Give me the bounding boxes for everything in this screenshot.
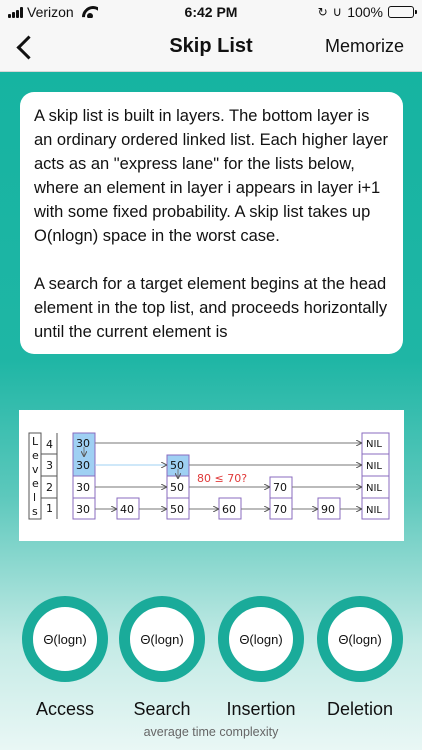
- comparison-annotation: 80 ≤ 70?: [197, 472, 248, 485]
- level-number: 3: [46, 459, 53, 472]
- levels-letter: v: [32, 463, 39, 476]
- nil-label: NIL: [366, 483, 383, 494]
- level-number: 4: [46, 438, 53, 451]
- status-time: 6:42 PM: [184, 4, 238, 20]
- complexity-ring[interactable]: [119, 596, 205, 682]
- status-bar: [0, 0, 422, 24]
- node-value: 30: [76, 481, 90, 494]
- carrier-label: Verizon: [27, 4, 74, 20]
- description-card[interactable]: [20, 92, 403, 354]
- description-paragraph: A skip list is built in layers. The bottom layer is an ordinary ordered linked list. Each higher layer acts as an "express lane" for the lists below, where an element in layer i appears in layer i+1 with some fixed probability. A skip list takes up O(nlogn) space in the worst case.: [34, 107, 389, 245]
- access-complexity[interactable]: [21, 596, 109, 719]
- node-value: 60: [222, 503, 236, 516]
- levels-letter: s: [32, 505, 38, 518]
- complexity-ring[interactable]: [317, 596, 403, 682]
- level-number: 1: [46, 502, 53, 515]
- node-value: 40: [120, 503, 134, 516]
- complexity-ring[interactable]: [22, 596, 108, 682]
- complexity-label: Deletion: [326, 699, 394, 719]
- complexity-label: Insertion: [226, 699, 296, 719]
- node-value: 50: [170, 459, 184, 472]
- levels-letter: e: [32, 477, 39, 490]
- complexity-value: Θ(logn): [43, 631, 87, 647]
- complexity-ring[interactable]: [218, 596, 304, 682]
- memorize-button[interactable]: Memorize: [324, 36, 404, 56]
- search-complexity[interactable]: [118, 596, 206, 719]
- node-value: 30: [76, 437, 90, 450]
- skip-list-svg: [19, 410, 404, 541]
- node-value: 70: [273, 503, 287, 516]
- complexity-row: [0, 596, 422, 736]
- nil-label: NIL: [366, 461, 383, 472]
- insertion-complexity[interactable]: [217, 596, 305, 719]
- description-paragraph: A search for a target element begins at the head element in the top list, and proceeds horizontally until the current element is: [34, 275, 388, 341]
- bluetooth-icon: ∪: [332, 4, 343, 19]
- nav-bar: [0, 24, 422, 70]
- page-title: Skip List: [169, 35, 253, 57]
- skip-list-diagram: [19, 410, 404, 541]
- nil-label: NIL: [366, 439, 383, 450]
- top-bar: [0, 0, 422, 72]
- complexity-label: Search: [133, 699, 191, 719]
- level-number: 2: [46, 481, 53, 494]
- complexity-caption: average time complexity: [143, 725, 279, 739]
- node-value: 50: [170, 481, 184, 494]
- node-value: 30: [76, 503, 90, 516]
- orientation-lock-icon: ↻: [317, 5, 328, 19]
- complexity-label: Access: [35, 699, 95, 719]
- nil-label: NIL: [366, 505, 383, 516]
- node-value: 30: [76, 459, 90, 472]
- node-value: 90: [321, 503, 335, 516]
- levels-letter: l: [33, 491, 37, 504]
- levels-letter: L: [32, 435, 39, 448]
- battery-icon: [388, 6, 414, 18]
- complexity-value: Θ(logn): [140, 631, 184, 647]
- node-value: 50: [170, 503, 184, 516]
- node-value: 70: [273, 481, 287, 494]
- levels-letter: e: [32, 449, 39, 462]
- battery-percent: 100%: [347, 4, 383, 20]
- complexity-value: Θ(logn): [338, 631, 382, 647]
- deletion-complexity[interactable]: [316, 596, 404, 719]
- complexity-value: Θ(logn): [239, 631, 283, 647]
